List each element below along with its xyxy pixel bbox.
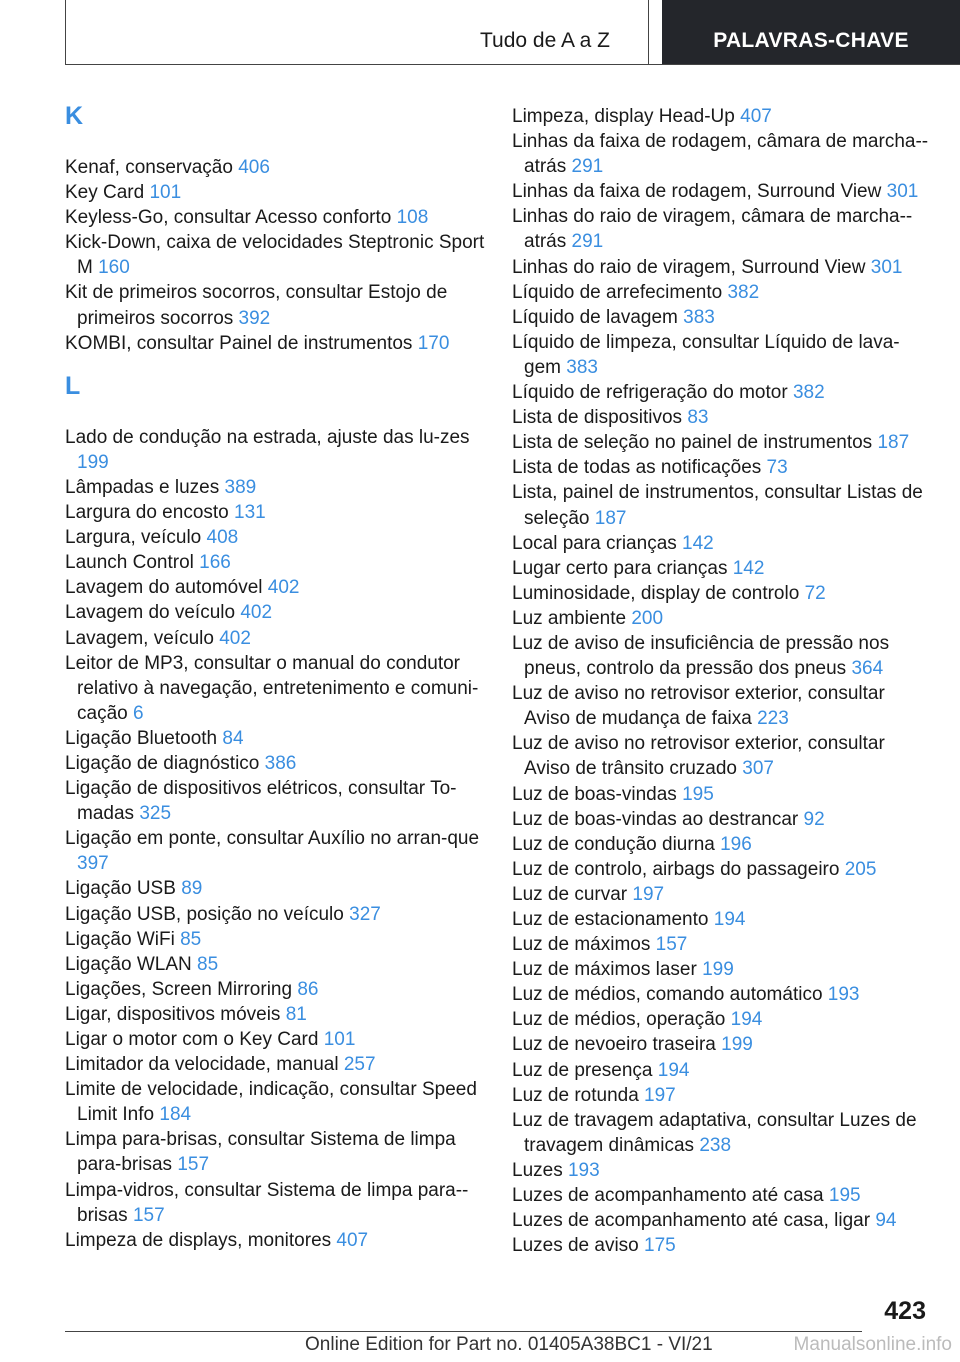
index-entry-text: Kenaf, conservação — [65, 157, 233, 178]
index-entry-text: Luz de presença — [512, 1059, 653, 1081]
index-list-right — [512, 104, 932, 1258]
index-entry-page-link[interactable]: 327 — [349, 903, 381, 925]
index-entry-page-link[interactable]: 194 — [730, 1009, 763, 1031]
index-entry — [512, 1208, 932, 1233]
index-entry — [65, 575, 485, 600]
index-entry-page-link[interactable]: 223 — [757, 708, 789, 730]
index-entry-page-link[interactable]: 195 — [828, 1185, 861, 1207]
index-entry-text: Ligações, Screen Mirroring — [65, 978, 293, 1000]
index-entry — [65, 952, 485, 977]
index-entry-text: Kit de primeiros socorros, consultar Estojo de primeiros socorros — [65, 282, 448, 329]
index-entry-page-link[interactable]: 85 — [180, 928, 202, 950]
index-entry-text: Ligação em ponte, consultar Auxílio no arran-que — [65, 828, 480, 850]
index-entry-text: Ligação USB — [65, 878, 176, 900]
index-entry-text: Luz de curvar — [512, 883, 628, 905]
index-entry-text: Luz de boas-vindas ao destrancar — [512, 808, 799, 830]
index-entry-text: Ligar, dispositivos móveis — [65, 1003, 281, 1025]
index-entry-text: Ligação WiFi — [65, 928, 175, 950]
index-entry-text: Keyless-Go, consultar Acesso conforto — [65, 207, 392, 229]
index-list-l — [65, 425, 485, 1253]
index-entry-page-link[interactable]: 301 — [886, 181, 919, 203]
index-entry-page-link[interactable]: 386 — [264, 752, 297, 774]
index-entry — [65, 600, 485, 625]
index-entry — [512, 932, 932, 957]
index-entry-page-link[interactable]: 187 — [594, 507, 627, 529]
index-letter-k: K — [65, 102, 84, 130]
index-entry-text: Luz ambiente — [512, 607, 627, 629]
index-entry-page-link[interactable]: 85 — [197, 953, 219, 975]
index-entry — [65, 550, 485, 575]
index-entry-text: Limpeza de displays, monitores — [65, 1229, 332, 1251]
index-entry — [65, 977, 485, 1002]
index-entry-text: Luz de condução diurna — [512, 833, 715, 855]
index-entry — [512, 1032, 932, 1057]
index-entry — [512, 1158, 932, 1183]
index-entry-page-link[interactable]: 170 — [417, 332, 450, 354]
index-entry-page-link[interactable]: 94 — [875, 1210, 897, 1232]
index-entry-text: Luzes — [512, 1159, 563, 1181]
index-entry-text: Lista, painel de instrumentos, consultar Listas de seleção — [512, 482, 923, 529]
index-entry — [512, 882, 932, 907]
index-entry-page-link[interactable]: 193 — [827, 984, 860, 1006]
index-entry — [65, 280, 485, 330]
index-entry — [65, 500, 485, 525]
footer-rule — [65, 1331, 862, 1332]
index-entry-page-link[interactable]: 6 — [132, 702, 144, 724]
index-entry-page-link[interactable]: 383 — [683, 306, 715, 328]
index-entry-page-link[interactable]: 86 — [297, 978, 319, 1000]
index-entry — [512, 480, 932, 530]
index-entry — [512, 330, 932, 380]
index-entry-page-link[interactable]: 407 — [740, 106, 772, 127]
index-entry-text: Ligação USB, posição no veículo — [65, 903, 344, 925]
index-entry-page-link[interactable]: 157 — [132, 1204, 165, 1226]
index-entry — [65, 331, 485, 356]
index-entry-text: Luminosidade, display de controlo — [512, 582, 800, 604]
index-entry — [512, 907, 932, 932]
index-entry — [512, 280, 932, 305]
index-entry-text: Luzes de aviso — [512, 1235, 639, 1257]
index-entry-text: Ligação WLAN — [65, 953, 192, 975]
index-entry-text: Luz de nevoeiro traseira — [512, 1034, 716, 1056]
index-entry-page-link[interactable]: 73 — [766, 457, 788, 479]
index-entry-text: Largura do encosto — [65, 502, 229, 524]
index-entry — [512, 782, 932, 807]
index-entry-text: Linhas da faixa de rodagem, câmara de marcha--atrás — [512, 131, 929, 178]
index-entry — [65, 180, 485, 205]
index-entry — [65, 826, 485, 876]
index-entry-page-link[interactable]: 291 — [571, 231, 604, 253]
index-entry-text: Líquido de lavagem — [512, 306, 678, 328]
index-entry-text: Limite de velocidade, indicação, consultar Speed Limit Info — [65, 1079, 477, 1126]
index-entry-page-link[interactable]: 187 — [877, 432, 910, 454]
index-entry-text: Lavagem, veículo — [65, 627, 214, 649]
index-entry — [65, 1077, 485, 1127]
index-entry-text: Limpa-vidros, consultar Sistema de limpa para--brisas — [65, 1179, 469, 1226]
index-entry-text: Linhas do raio de viragem, câmara de marcha--atrás — [512, 206, 913, 253]
index-list-k — [65, 155, 485, 356]
index-entry-page-link[interactable]: 382 — [727, 281, 760, 303]
index-entry-page-link[interactable]: 108 — [396, 207, 429, 229]
index-entry-page-link[interactable]: 408 — [206, 527, 239, 549]
index-entry — [65, 726, 485, 751]
index-entry-page-link[interactable]: 101 — [149, 182, 182, 204]
index-entry-text: Lavagem do veículo — [65, 602, 236, 624]
page-number: 423 — [884, 1297, 926, 1325]
index-entry — [512, 606, 932, 631]
index-entry-page-link[interactable]: 193 — [567, 1159, 600, 1181]
index-entry-page-link[interactable]: 131 — [234, 502, 266, 524]
index-entry — [65, 1027, 485, 1052]
index-entry-page-link[interactable]: 402 — [240, 602, 273, 624]
index-entry — [512, 957, 932, 982]
header-rule — [65, 64, 960, 65]
index-entry-page-link[interactable]: 199 — [721, 1034, 753, 1056]
index-entry-text: Limpa para-brisas, consultar Sistema de limpa para-brisas — [65, 1129, 456, 1176]
header-section-title: Tudo de A a Z — [480, 29, 610, 52]
index-entry-page-link[interactable]: 196 — [720, 833, 752, 855]
index-entry-text: Luz de aviso de insuficiência de pressão nos pneus, controlo da pressão dos pneus — [512, 632, 890, 680]
index-entry-text: Lugar certo para crianças — [512, 557, 728, 579]
index-entry — [65, 1052, 485, 1077]
index-entry-page-link[interactable]: 194 — [657, 1059, 690, 1081]
index-entry-text: Luz de boas-vindas — [512, 783, 677, 805]
index-entry-text: Limitador da velocidade, manual — [65, 1054, 339, 1076]
index-entry-page-link[interactable]: 238 — [699, 1134, 732, 1156]
index-entry — [512, 179, 932, 204]
index-entry — [65, 927, 485, 952]
index-entry-page-link[interactable]: 89 — [181, 878, 203, 900]
index-entry — [512, 1058, 932, 1083]
index-entry-text: Key Card — [65, 182, 145, 204]
index-entry-page-link[interactable]: 325 — [139, 803, 172, 825]
index-entry-page-link[interactable]: 81 — [285, 1003, 307, 1025]
index-entry-text: Líquido de arrefecimento — [512, 281, 723, 303]
index-entry-text: Luz de máximos — [512, 934, 651, 956]
index-entry-text: Luzes de acompanhamento até casa, ligar — [512, 1210, 871, 1232]
index-entry — [65, 626, 485, 651]
index-entry-text: Launch Control — [65, 552, 194, 574]
index-entry-page-link[interactable]: 200 — [631, 607, 664, 629]
index-entry — [512, 681, 932, 731]
index-entry-text: Linhas do raio de viragem, Surround View — [512, 256, 866, 278]
index-entry — [512, 1007, 932, 1032]
index-entry — [512, 129, 932, 179]
index-entry-text: Ligação de diagnóstico — [65, 752, 260, 774]
index-entry-text: Luz de aviso no retrovisor exterior, consultar Aviso de trânsito cruzado — [512, 733, 885, 780]
index-entry — [512, 305, 932, 330]
index-entry-page-link[interactable]: 389 — [224, 476, 257, 498]
index-entry-page-link[interactable]: 257 — [343, 1054, 376, 1076]
index-entry-page-link[interactable]: 402 — [219, 627, 251, 649]
watermark: Manualsonline.info — [793, 1334, 952, 1355]
index-entry-text: Luz de travagem adaptativa, consultar Luzes de travagem dinâmicas — [512, 1109, 917, 1156]
index-entry — [512, 430, 932, 455]
index-entry-page-link[interactable]: 392 — [238, 307, 271, 329]
index-entry-page-link[interactable]: 199 — [702, 959, 734, 981]
index-entry-text: Largura, veículo — [65, 527, 202, 549]
index-entry-text: KOMBI, consultar Painel de instrumentos — [65, 332, 413, 354]
edition-note: Online Edition for Part no. 01405A38BC1 - VI/21 — [305, 1334, 713, 1355]
index-entry-page-link[interactable]: 364 — [851, 658, 884, 680]
index-entry — [65, 751, 485, 776]
index-entry-page-link[interactable]: 397 — [77, 853, 109, 875]
index-entry-page-link[interactable]: 83 — [687, 407, 709, 429]
index-entry — [65, 1002, 485, 1027]
index-entry-page-link[interactable]: 383 — [566, 356, 598, 378]
index-entry-text: Luz de controlo, airbags do passageiro — [512, 858, 840, 880]
index-entry-page-link[interactable]: 157 — [655, 934, 688, 956]
index-entry-text: Luz de estacionamento — [512, 909, 709, 930]
index-entry — [512, 380, 932, 405]
index-entry — [65, 651, 485, 726]
index-entry-text: Linhas da faixa de rodagem, Surround View — [512, 181, 882, 203]
index-entry-page-link[interactable]: 195 — [682, 783, 714, 805]
index-entry — [65, 155, 485, 180]
index-entry — [65, 1127, 485, 1177]
index-entry-text: Luz de máximos laser — [512, 959, 697, 981]
index-entry-page-link[interactable]: 160 — [98, 257, 130, 279]
index-entry-page-link[interactable]: 175 — [644, 1235, 676, 1257]
index-entry — [512, 405, 932, 430]
index-entry — [512, 807, 932, 832]
index-entry-text: Luz de aviso no retrovisor exterior, consultar Aviso de mudança de faixa — [512, 683, 885, 730]
index-entry — [512, 832, 932, 857]
index-entry-page-link[interactable]: 205 — [844, 858, 877, 880]
index-entry — [65, 902, 485, 927]
index-entry-text: Lista de dispositivos — [512, 407, 683, 429]
index-entry-text: Ligação de dispositivos elétricos, consultar To-madas — [65, 778, 457, 825]
index-entry-page-link[interactable]: 301 — [870, 256, 903, 278]
index-entry — [512, 857, 932, 882]
index-entry — [512, 455, 932, 480]
index-entry-page-link[interactable]: 142 — [732, 557, 765, 579]
index-entry — [65, 475, 485, 500]
index-entry — [512, 1108, 932, 1158]
index-entry-page-link[interactable]: 402 — [267, 577, 300, 599]
index-entry-text: Leitor de MP3, consultar o manual do condutor relativo à navegação, entretenimento e comuni-cação — [65, 652, 479, 724]
index-entry — [512, 982, 932, 1007]
index-entry-text: Luz de rotunda — [512, 1084, 639, 1106]
index-entry-text: Líquido de limpeza, consultar Líquido de lava-gem — [512, 331, 900, 378]
index-column-left — [65, 104, 485, 1253]
header-tab[interactable]: PALAVRAS-CHAVE — [662, 0, 960, 64]
index-entry-page-link[interactable]: 407 — [336, 1229, 369, 1251]
index-entry-page-link[interactable]: 199 — [77, 451, 109, 473]
index-entry-text: Luzes de acompanhamento até casa — [512, 1185, 824, 1207]
index-entry — [512, 1233, 932, 1258]
index-entry-page-link[interactable]: 307 — [742, 758, 774, 780]
index-entry-text: Luz de médios, operação — [512, 1009, 726, 1031]
index-entry-page-link[interactable]: 166 — [199, 552, 231, 574]
index-entry — [512, 631, 932, 681]
index-entry — [65, 1228, 485, 1253]
index-entry — [512, 255, 932, 280]
index-entry-text: Lado de condução na estrada, ajuste das lu-zes — [65, 426, 470, 448]
index-entry-page-link[interactable]: 101 — [323, 1029, 356, 1050]
index-entry — [512, 204, 932, 254]
index-entry-text: Ligação Bluetooth — [65, 727, 218, 749]
index-entry-text: Lista de todas as notificações — [512, 457, 762, 479]
index-entry — [65, 1178, 485, 1228]
index-entry-page-link[interactable]: 72 — [804, 582, 826, 604]
index-entry-text: Líquido de refrigeração do motor — [512, 382, 788, 404]
index-entry-text: Local para crianças — [512, 532, 677, 554]
index-entry-text: Limpeza, display Head-Up — [512, 106, 735, 127]
index-entry-page-link[interactable]: 197 — [644, 1084, 676, 1106]
index-entry-page-link[interactable]: 406 — [238, 157, 270, 178]
index-entry-page-link[interactable]: 157 — [177, 1154, 210, 1176]
index-entry — [512, 1183, 932, 1208]
index-entry — [512, 104, 932, 129]
index-entry-text: Ligar o motor com o Key Card — [65, 1029, 319, 1050]
index-entry-page-link[interactable]: 84 — [222, 727, 244, 749]
index-entry-page-link[interactable]: 142 — [682, 532, 714, 554]
index-entry — [65, 230, 485, 280]
index-column-right — [512, 104, 932, 1258]
index-entry-page-link[interactable]: 197 — [632, 883, 665, 905]
index-entry — [65, 876, 485, 901]
index-entry — [512, 1083, 932, 1108]
index-letter-l: L — [65, 371, 81, 400]
index-entry — [512, 731, 932, 781]
index-entry — [65, 776, 485, 826]
index-entry — [512, 531, 932, 556]
index-entry-page-link[interactable]: 291 — [571, 156, 604, 178]
index-entry-page-link[interactable]: 382 — [792, 382, 825, 404]
index-entry — [65, 425, 485, 475]
index-entry — [65, 205, 485, 230]
index-entry — [512, 556, 932, 581]
index-entry — [65, 525, 485, 550]
index-entry-text: Kick-Down, caixa de velocidades Steptronic Sport M — [65, 232, 485, 279]
index-entry-page-link[interactable]: 194 — [713, 909, 746, 930]
index-entry-text: Luz de médios, comando automático — [512, 984, 823, 1006]
index-entry-text: Lavagem do automóvel — [65, 577, 263, 599]
header-left-rule — [65, 0, 66, 64]
index-entry — [512, 581, 932, 606]
index-entry-page-link[interactable]: 184 — [159, 1104, 192, 1126]
index-entry-page-link[interactable]: 92 — [803, 808, 825, 830]
index-entry-text: Lâmpadas e luzes — [65, 476, 220, 498]
index-entry-text: Lista de seleção no painel de instrumentos — [512, 432, 873, 454]
